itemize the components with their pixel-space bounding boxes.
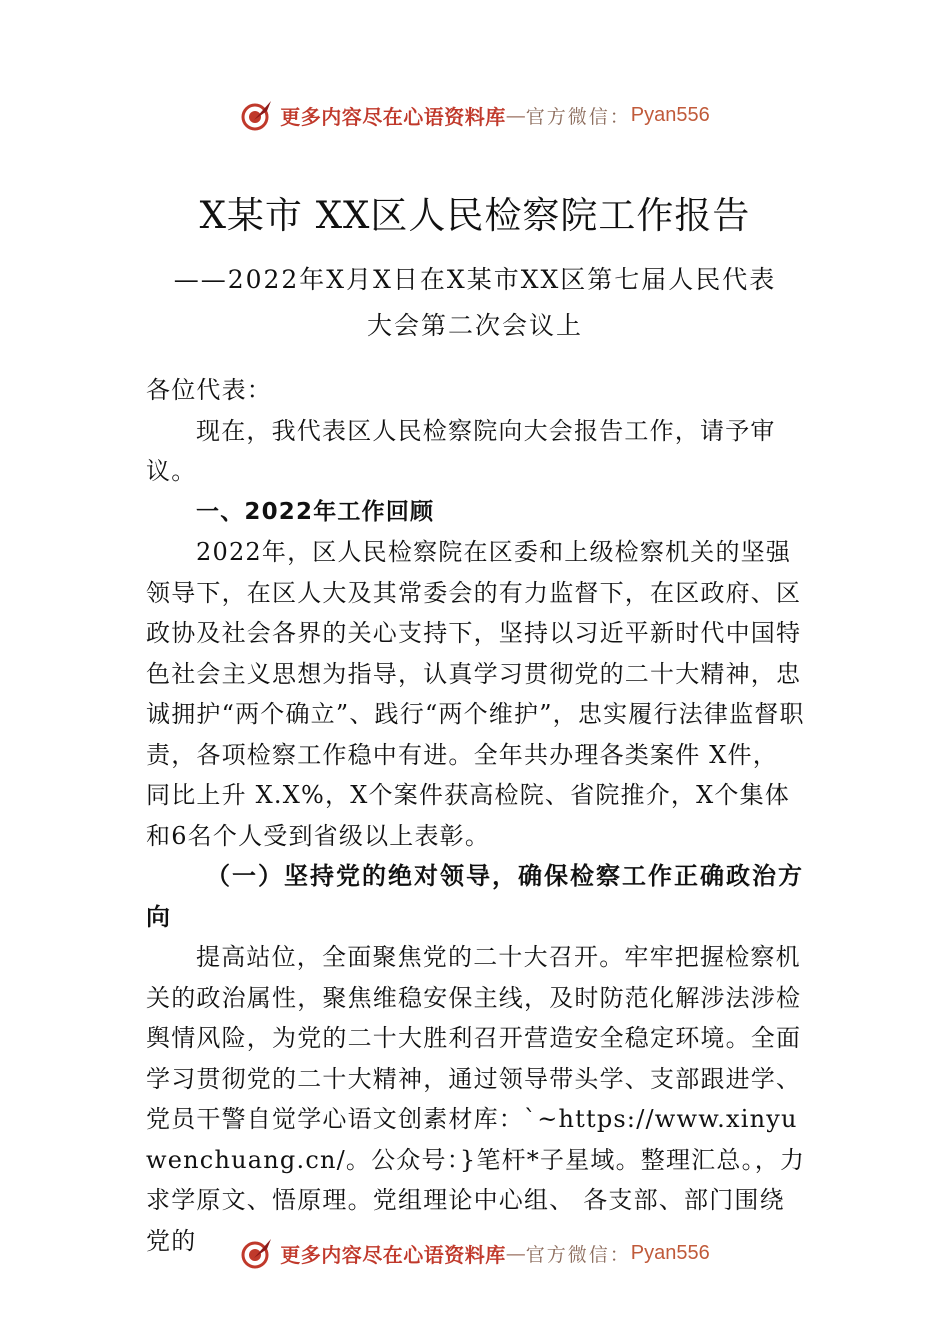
paragraph-2022-review: 2022年，区人民检察院在区委和上级检察机关的坚强领导下，在区人大及其常委会的有力监督下，在区政府、区政协及社会各界的关心支持下，坚持以习近平新时代中国特色社会主义思想为指导，认真学习贯彻党的二十大精神，忠诚拥护“两个确立”、践行“两个维护”，忠实履行法律监督职责，各项检察工作稳中有进。全年共办理各类案件 X件， 同比上升 X.X%，X个案件获高检院、省院推介，X个集体和6名个人受到省级以上表彰。: [146, 538, 805, 850]
subsection-heading: （一）坚持党的绝对领导，确保检察工作正确政治方向: [146, 861, 804, 931]
document-subtitle: [0, 257, 950, 349]
header-watermark: [0, 95, 950, 135]
subtitle-line-1: ——2022年X月X日在X某市XX区第七届人民代表: [173, 265, 777, 294]
subtitle-line-2: 大会第二次会议上: [366, 311, 583, 340]
watermark-wechat-id: Pyan556: [630, 1241, 710, 1264]
document-body: [146, 370, 810, 1261]
paragraph-party-leadership: 提高站位，全面聚焦党的二十大召开。牢牢把握检察机关的政治属性，聚焦维稳安保主线，及时防范化解涉法涉检舆情风险，为党的二十大胜利召开营造安全稳定环境。全面学习贯彻党的二十大精神，通过领导带头学、支部跟进学、党员干警自觉学心语文创素材库：`~https://www.xinyuwenchuang.cn/。公众号：}笔杆*子星域。整理汇总。，力求学原文、悟原理。党组理论中心组、 各支部、部门围绕党的: [146, 943, 806, 1255]
intro-paragraph: 现在，我代表区人民检察院向大会报告工作，请予审议。: [146, 416, 776, 485]
footer-watermark: [0, 1233, 950, 1273]
watermark-dash: —: [505, 103, 526, 127]
quill-pen-circle-icon: [240, 98, 274, 132]
quill-pen-circle-icon: [240, 1236, 274, 1270]
salutation: 各位代表：: [146, 376, 272, 404]
watermark-wechat-id: Pyan556: [630, 103, 710, 126]
watermark-label: 官方微信：: [525, 105, 631, 128]
watermark-text: 更多内容尽在心语资料库: [280, 1242, 506, 1267]
section-heading: 一、2022年工作回顾: [196, 498, 435, 525]
watermark-dash: —: [505, 1241, 526, 1265]
watermark-label: 官方微信：: [525, 1243, 631, 1266]
document-title: X某市 XX区人民检察院工作报告: [199, 194, 751, 237]
watermark-text: 更多内容尽在心语资料库: [280, 104, 506, 129]
